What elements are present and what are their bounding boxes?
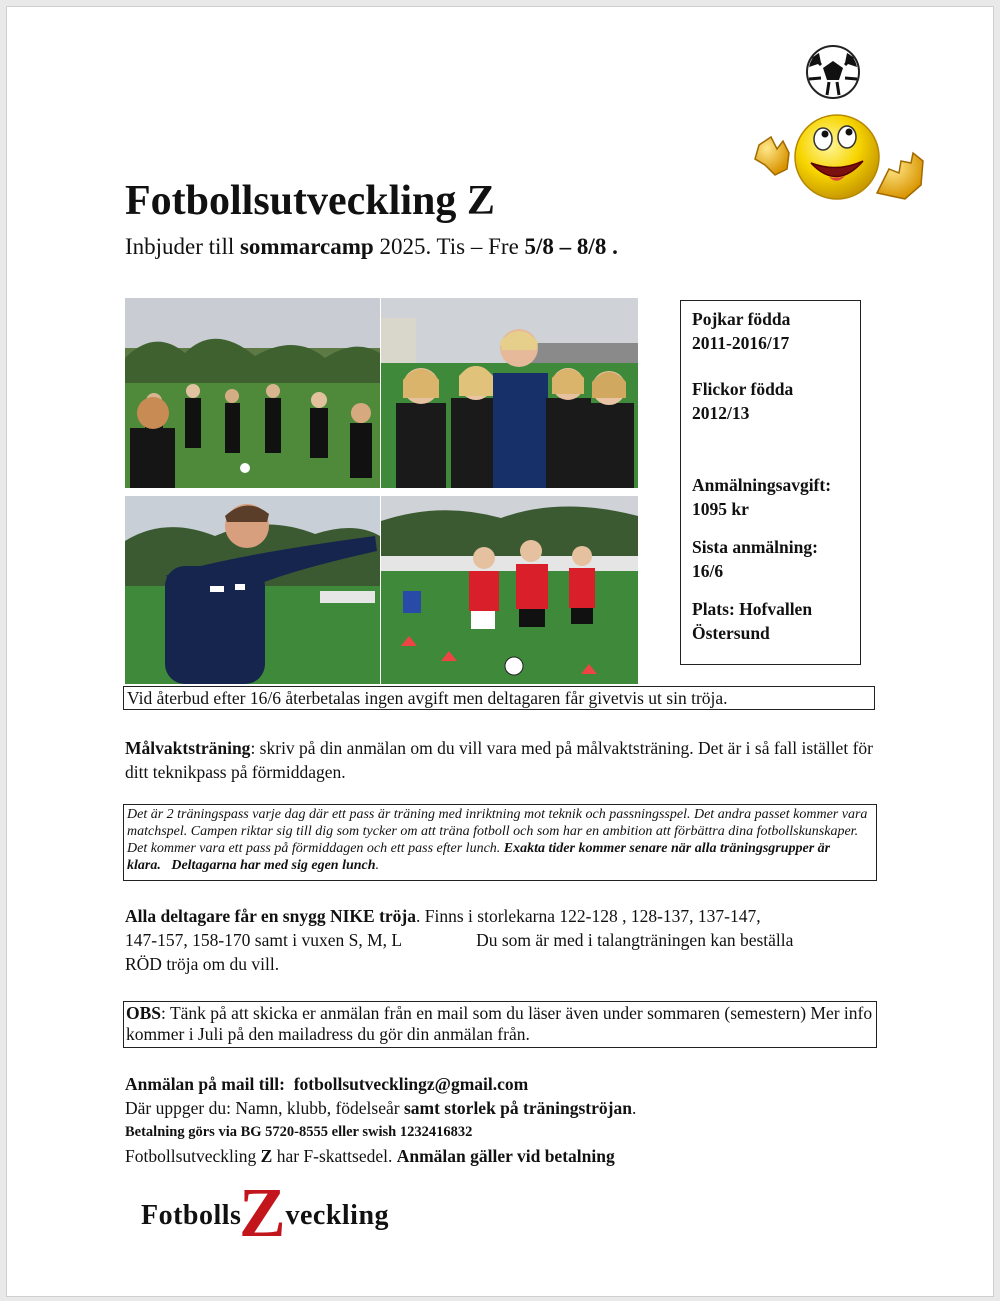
photo-girls-with-coach bbox=[381, 298, 638, 488]
deadline-value: 16/6 bbox=[692, 561, 724, 581]
details-line: Där uppger du: Namn, klubb, födelseår samt storlek på träningströjan. bbox=[125, 1098, 637, 1118]
girls-label: Flickor födda bbox=[692, 379, 794, 399]
photo-coach bbox=[125, 496, 380, 684]
mail-line: Anmälan på mail till: fotbollsutvecklingz@gmail.com bbox=[125, 1074, 529, 1094]
tax-line: Fotbollsutveckling Z har F-skattsedel. Anmälan gäller vid betalning bbox=[125, 1146, 615, 1166]
football-icon bbox=[807, 46, 859, 98]
obs-box: OBS: Tänk på att skicka er anmälan från en mail som du läser även under sommaren (semestern) Mer info kommer i Juli på den mailadress du gör din anmälan från. bbox=[123, 1001, 877, 1048]
page-subtitle: Inbjuder till sommarcamp 2025. Tis – Fre 5/8 – 8/8 . bbox=[125, 234, 618, 259]
logo-z: Z bbox=[239, 1175, 286, 1252]
page-title: Fotbollsutveckling Z bbox=[125, 178, 495, 224]
schedule-box: Det är 2 träningspass varje dag där ett pass är träning med inriktning mot teknik och passningsspel. Det andra passet kommer vara matchspel. Campen riktar sig till dig som tycker om att träna fotboll och som har en ambition att förbättra dina fotbollskunskaper. Det kommer vara ett pass på förmiddagen och ett pass efter lunch. Exakta tider kommer senare när alla träningsgrupper är klara. Deltagarna har med sig egen lunch. bbox=[123, 804, 877, 881]
place-label: Plats: Hofvallen bbox=[692, 599, 813, 619]
mail-link[interactable]: fotbollsutvecklingz@gmail.com bbox=[293, 1074, 529, 1094]
place-city: Östersund bbox=[692, 623, 770, 643]
payment-line: Betalning görs via BG 5720-8555 eller swish 1232416832 bbox=[125, 1124, 473, 1140]
signup-section bbox=[125, 1072, 885, 1168]
fee-value: 1095 kr bbox=[692, 499, 749, 519]
fee-label: Anmälningsavgift: bbox=[692, 475, 832, 495]
logo-wordmark: Fotbolls veckling bbox=[141, 1200, 390, 1231]
photo-kids-playing bbox=[381, 496, 638, 684]
girls-years: 2012/13 bbox=[692, 403, 750, 423]
smiley-football-icon bbox=[749, 45, 929, 205]
refund-notice: Vid återbud efter 16/6 återbetalas ingen avgift men deltagaren får givetvis ut sin tröja. bbox=[123, 686, 875, 710]
goalkeeper-paragraph: Målvaktsträning: skriv på din anmälan om du vill vara med på målvaktsträning. Det är i så fall istället för ditt teknikpass på förmiddagen. bbox=[125, 738, 873, 782]
boys-years: 2011-2016/17 bbox=[692, 333, 790, 353]
boys-label: Pojkar födda bbox=[692, 309, 791, 329]
deadline-label: Sista anmälning: bbox=[692, 537, 818, 557]
tshirt-paragraph: Alla deltagare får en snygg NIKE tröja. Finns i storlekarna 122-128 , 128-137, 137-147, 147-157, 158-170 samt i vuxen S, M, L Du som är med i talangträningen kan beställa RÖD tröja om du vill. bbox=[125, 906, 794, 974]
photo-kids-training bbox=[125, 298, 380, 488]
info-box bbox=[680, 300, 861, 665]
flyer-page bbox=[6, 6, 994, 1297]
